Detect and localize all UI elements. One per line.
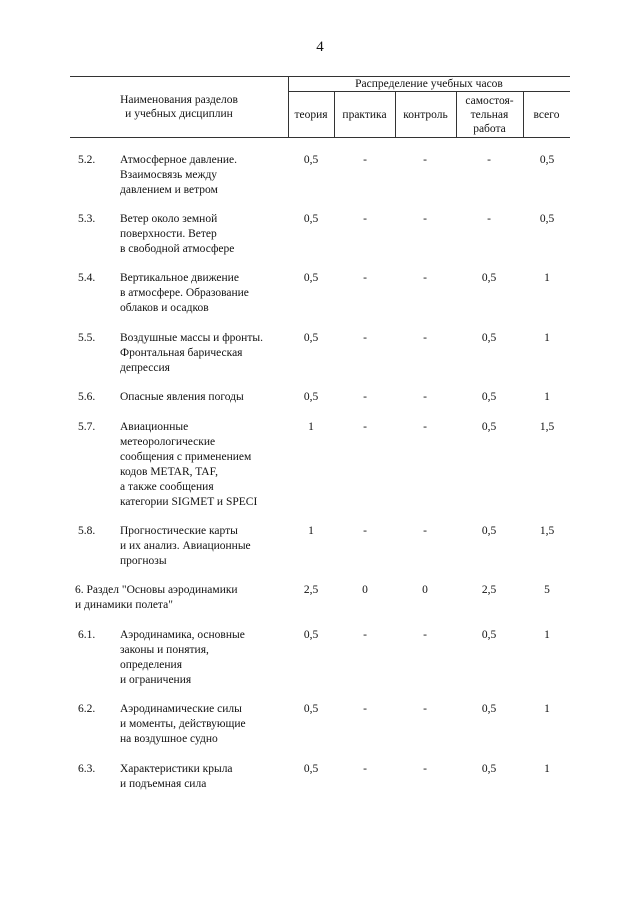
cell-self-study: 0,5 <box>481 525 497 537</box>
cell-control: - <box>423 391 427 403</box>
row-title: Аэродинамика, основные законы и понятия, определения и ограничения <box>120 629 245 686</box>
column-header-theory: теория <box>294 109 328 121</box>
column-header-self-study: самостоя- тельная работа <box>465 95 514 135</box>
names-header: Наименования разделов и учебных дисциплин <box>120 94 238 120</box>
row-title: Характеристики крыла и подъемная сила <box>120 763 233 790</box>
cell-self-study: 0,5 <box>481 272 497 284</box>
header-bottom-rule <box>70 137 570 138</box>
cell-practice: - <box>363 391 367 403</box>
cell-theory: 0,5 <box>303 763 319 775</box>
row-number: 5.4. <box>78 272 96 284</box>
row-title: Прогностические карты и их анализ. Авиационные прогнозы <box>120 525 251 567</box>
cell-practice: - <box>363 154 367 166</box>
cell-control: - <box>423 421 427 433</box>
cell-practice: - <box>363 525 367 537</box>
row-number: 5.8. <box>78 525 96 537</box>
cell-practice: - <box>363 763 367 775</box>
row-number: 5.7. <box>78 421 96 433</box>
row-title: Воздушные массы и фронты. Фронтальная барическая депрессия <box>120 332 263 374</box>
section-title: 6. Раздел "Основы аэродинамики и динамики полета" <box>75 584 238 611</box>
cell-self-study: - <box>487 213 491 225</box>
cell-control: - <box>423 525 427 537</box>
cell-practice: - <box>363 272 367 284</box>
group-header-rule <box>288 91 570 92</box>
cell-theory: 0,5 <box>303 703 319 715</box>
cell-practice: - <box>363 629 367 641</box>
row-number: 6.2. <box>78 703 96 715</box>
row-title: Опасные явления погоды <box>120 391 244 403</box>
cell-theory: 2,5 <box>303 584 319 596</box>
cell-practice: - <box>363 703 367 715</box>
cell-total: 0,5 <box>539 213 555 225</box>
cell-theory: 0,5 <box>303 154 319 166</box>
cell-theory: 0,5 <box>303 391 319 403</box>
cell-self-study: 0,5 <box>481 703 497 715</box>
cell-total: 1,5 <box>539 525 555 537</box>
cell-control: - <box>423 272 427 284</box>
cell-control: - <box>423 629 427 641</box>
cell-control: - <box>423 763 427 775</box>
cell-control: - <box>423 332 427 344</box>
column-header-total: всего <box>533 109 560 121</box>
cell-total: 1 <box>544 391 550 403</box>
hours-distribution-header: Распределение учебных часов <box>355 78 503 90</box>
cell-theory: 1 <box>308 421 314 433</box>
cell-theory: 0,5 <box>303 332 319 344</box>
cell-total: 0,5 <box>539 154 555 166</box>
cell-control: - <box>423 703 427 715</box>
row-title: Аэродинамические силы и моменты, действующие на воздушное судно <box>120 703 246 745</box>
cell-practice: - <box>363 332 367 344</box>
cell-self-study: 2,5 <box>481 584 497 596</box>
cell-self-study: 0,5 <box>481 763 497 775</box>
cell-control: 0 <box>422 584 428 596</box>
cell-self-study: 0,5 <box>481 332 497 344</box>
cell-control: - <box>423 213 427 225</box>
cell-self-study: 0,5 <box>481 421 497 433</box>
cell-total: 1,5 <box>539 421 555 433</box>
cell-total: 1 <box>544 703 550 715</box>
row-number: 5.2. <box>78 154 96 166</box>
cell-theory: 1 <box>308 525 314 537</box>
cell-total: 5 <box>544 584 550 596</box>
row-title: Вертикальное движение в атмосфере. Образование облаков и осадков <box>120 272 249 314</box>
cell-total: 1 <box>544 332 550 344</box>
cell-total: 1 <box>544 629 550 641</box>
row-title: Атмосферное давление. Взаимосвязь между давлением и ветром <box>120 154 238 196</box>
row-number: 5.3. <box>78 213 96 225</box>
cell-practice: 0 <box>362 584 368 596</box>
cell-practice: - <box>363 421 367 433</box>
column-header-practice: практика <box>342 109 387 121</box>
row-number: 6.1. <box>78 629 96 641</box>
cell-theory: 0,5 <box>303 629 319 641</box>
row-number: 5.5. <box>78 332 96 344</box>
cell-self-study: 0,5 <box>481 629 497 641</box>
cell-control: - <box>423 154 427 166</box>
cell-total: 1 <box>544 272 550 284</box>
cell-practice: - <box>363 213 367 225</box>
row-number: 5.6. <box>78 391 96 403</box>
row-title: Авиационные метеорологические сообщения с применением кодов METAR, TAF, а также сообщения категории SIGMET и SPECI <box>120 421 258 508</box>
column-header-control: контроль <box>403 109 448 121</box>
row-number: 6.3. <box>78 763 96 775</box>
row-title: Ветер около земной поверхности. Ветер в свободной атмосфере <box>120 213 235 255</box>
cell-theory: 0,5 <box>303 272 319 284</box>
page-number: 4 <box>316 39 324 55</box>
cell-self-study: - <box>487 154 491 166</box>
cell-self-study: 0,5 <box>481 391 497 403</box>
cell-theory: 0,5 <box>303 213 319 225</box>
cell-total: 1 <box>544 763 550 775</box>
